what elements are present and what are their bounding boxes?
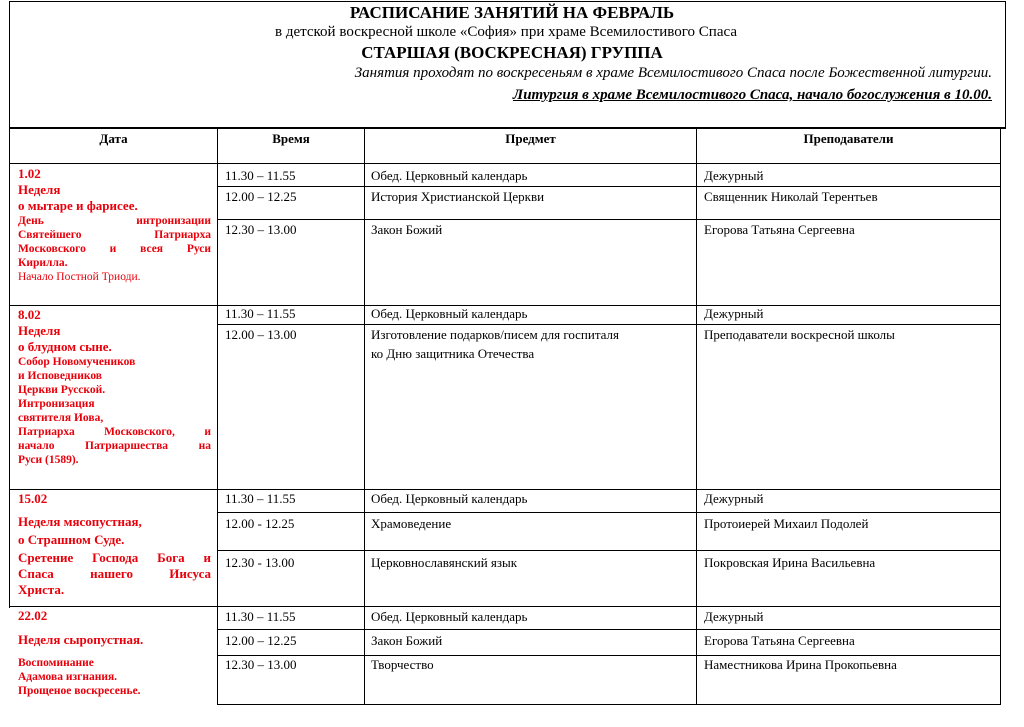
column-header-teachers: Преподаватели [803,131,894,146]
lesson-time: 11.30 – 11.55 [225,609,296,624]
lesson-time: 11.30 – 11.55 [225,306,296,321]
lesson-subject: Закон Божий [371,633,443,648]
day-note-line: Церкви Русской. [18,384,106,396]
day-title: Неделя [18,323,61,338]
school-subtitle: в детской воскресной школе «София» при храме Всемилостивого Спаса [275,24,737,40]
lesson-teacher: Наместникова Ирина Прокопьевна [704,657,897,672]
lesson-time: 12.30 – 13.00 [225,222,297,237]
column-header-time: Время [272,131,310,146]
day-note-line: Прощеное воскресенье. [18,685,141,697]
lesson-time: 11.30 – 11.55 [225,491,296,506]
lesson-teacher: Дежурный [704,491,764,506]
lesson-teacher: Дежурный [704,168,764,183]
day-title: о Страшном Суде. [18,532,125,547]
lesson-teacher: Покровская Ирина Васильевна [704,555,876,570]
column-header-date: Дата [99,131,128,146]
day-date: 1.02 [18,166,41,181]
lesson-subject: Храмоведение [371,516,452,531]
classes-note: Занятия проходят по воскресеньям в храме Всемилостивого Спаса после Божественной литургии. [354,65,992,81]
day-title: Неделя мясопустная, [18,514,142,529]
day-date: 15.02 [18,491,48,506]
page-title: РАСПИСАНИЕ ЗАНЯТИЙ НА ФЕВРАЛЬ [349,3,675,22]
lesson-subject: Обед. Церковный календарь [371,609,528,624]
day-title: Неделя [18,182,61,197]
lesson-teacher: Протоиерей Михаил Подолей [704,516,869,531]
lesson-time: 12.30 – 13.00 [225,657,297,672]
column-header-subject: Предмет [505,131,556,146]
day-cell [18,608,211,698]
day-note-line: Руси (1589). [18,454,79,466]
day-date: 8.02 [18,307,41,322]
day-note-line: Кирилла. [18,257,68,269]
lesson-teacher: Преподаватели воскресной школы [704,327,895,342]
lesson-time: 12.00 - 12.25 [225,516,295,531]
day-note-line: Собор Новомучеников [18,356,136,368]
group-title: СТАРШАЯ (ВОСКРЕСНАЯ) ГРУППА [361,43,663,62]
day-note-line: Сретение Господа Бога и [18,550,211,565]
day-note-line: Спаса нашего Иисуса [18,566,211,581]
day-note-line: святителя Иова, [18,412,104,424]
day-note-line: Воспоминание [18,657,94,669]
lesson-time: 12.00 – 12.25 [225,633,297,648]
day-note-line: Христа. [18,582,65,597]
lesson-subject: Церковнославянский язык [371,555,518,570]
lesson-subject: Закон Божий [371,222,443,237]
lesson-subject: Обед. Церковный календарь [371,306,528,321]
day-title: о блудном сыне. [18,339,112,354]
lesson-subject: Обед. Церковный календарь [371,491,528,506]
lesson-teacher: Священник Николай Терентьев [704,189,878,204]
lesson-teacher: Дежурный [704,306,764,321]
day-note-line: Патриарха Московского, и [18,426,211,438]
lesson-teacher: Егорова Татьяна Сергеевна [704,222,855,237]
lesson-subject: История Христианской Церкви [371,189,545,204]
lesson-subject-line2: ко Дню защитника Отечества [371,346,535,361]
lesson-time: 12.00 – 12.25 [225,189,297,204]
header-row-border [9,163,1001,164]
day-note-plain: Начало Постной Триоди. [18,271,141,283]
lesson-teacher: Дежурный [704,609,764,624]
day-title: Неделя сыропустная. [18,632,144,647]
day-note-line: Интронизация [18,398,95,410]
lesson-time: 11.30 – 11.55 [225,168,296,183]
day-note-line: Московского и всея Руси [18,243,211,255]
day-note-line: начало Патриаршества на [18,440,211,452]
day-title: о мытаре и фарисее. [18,198,138,213]
lesson-subject: Обед. Церковный календарь [371,168,528,183]
day-date: 22.02 [18,608,48,623]
lesson-time: 12.00 – 13.00 [225,327,297,342]
day-cell [18,166,211,284]
day-cell [18,307,211,467]
lesson-subject: Изготовление подарков/писем для госпиталя [371,327,620,342]
day-note-line: Адамова изгнания. [18,671,118,683]
table-top-border [9,127,1006,129]
lesson-subject: Творчество [371,657,434,672]
liturgy-note: Литургия в храме Всемилостивого Спаса, начало богослужения в 10.00. [512,87,992,103]
lesson-teacher: Егорова Татьяна Сергеевна [704,633,855,648]
lesson-time: 12.30 - 13.00 [225,555,295,570]
day-note-line: и Исповедников [18,370,103,382]
day-note-line: День интронизации [18,215,211,227]
day-cell [18,491,211,598]
day-note-line: Святейшего Патриарха [18,229,211,241]
